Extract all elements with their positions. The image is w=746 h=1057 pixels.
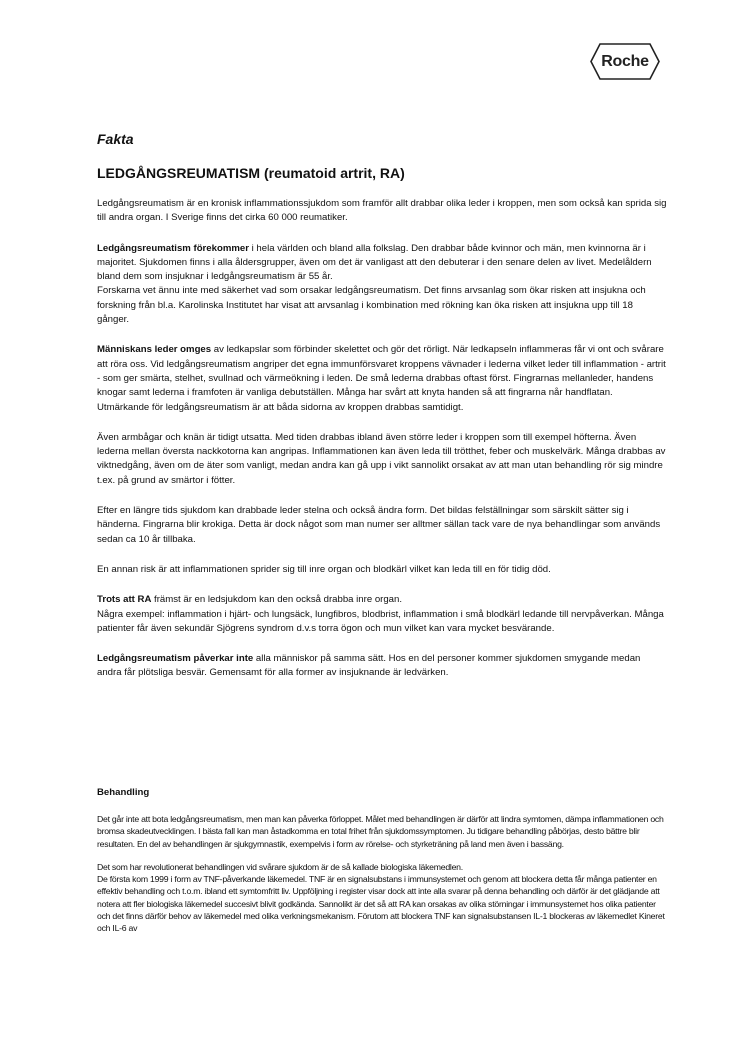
paragraph: En annan risk är att inflammationen sprider sig till inre organ och blodkärl vilket kan leda till en för tidig död. <box>97 563 551 575</box>
paragraph: Det går inte att bota ledgångsreumatism, men man kan påverka förloppet. Målet med behandlingen är därför att lindra symtomen, dämpa inflammationen och bromsa skadeutvecklingen. I bästa fall kan man åstadkomma en total frihet från sjukdomssymptomen. Ju tidigare behandling påbörjas, desto bättre blir resultaten. En del av behandlingen är sjukgymnastik, exempelvis i form av rörelse- och styrketräning på land men även i bassäng. <box>97 814 664 849</box>
paragraph-lead: Människans leder omges <box>97 344 212 356</box>
paragraph: Människans leder omges av ledkapslar som förbinder skelettet och gör det rörligt. När ledkapseln inflammeras får vi ont och svårare att röra oss. Vid ledgångsreumatism angriper det egna immunförsvaret kroppens vävnader i lederna vilket leder till inflammation - artrit - som ger smärta, stelhet, svullnad och värmeökning i leden. De små lederna drabbas oftast först. Fingrarnas mellanleder, handens knogar samt lederna i framfoten är vanliga debutställen. Många har svårt att knyta handen så att fingrarna når handflatan. Utmärkande för ledgångsreumatism är att båda sidorna av kroppen drabbas samtidigt. <box>97 344 666 413</box>
paragraph: Trots att RA främst är en ledsjukdom kan den också drabba inre organ. Några exempel: inflammation i hjärt- och lungsäck, lungfibros, blodbrist, inflammation i små blodkärl ledande till nervpåverkan. Många patienter får även sekundär Sjögrens syndrom d.v.s torra ögon och mun vilket kan vara mycket besvärande. <box>97 594 664 634</box>
paragraph: Efter en längre tids sjukdom kan drabbade leder stelna och också ändra form. Det bildas felställningar som särskilt sätter sig i händerna. Fingrarna blir krokiga. Detta är dock något som man numer ser alltmer sällan tack vare de nya behandlingar som används sedan ca 10 år tillbaka. <box>97 505 661 545</box>
paragraph: Det som har revolutionerat behandlingen vid svårare sjukdom är de så kallade biologiska läkemedlen. De första kom 1999 i form av TNF-påverkande läkemedel. TNF är en signalsubstans i immunsystemet och genom att blockera detta får många patienter en effektiv behandling och t.o.m. ibland ett symtomfritt liv. Uppföljning i register visar dock att inte alla svarar på denna behandling och därför är det glädjande att notera att fler biologiska läkemedel succesivt blivit godkända. Sannolikt är det så att RA kan orsakas av olika störningar i immunsystemet hos olika patienter och det finns därför behov av läkemedel med olika verkningsmekanism. Förutom att blockera TNF kan signalsubstansen IL-1 blockeras av läkemedlet Kineret och IL-6 av <box>97 861 665 934</box>
paragraph: Även armbågar och knän är tidigt utsatta. Med tiden drabbas ibland även större leder i kroppen som till exempel höfterna. Även lederna mellan översta nackkotorna kan angripas. Inflammationen kan även leda till trötthet, feber och muskelvärk. Många drabbas av viktnedgång, även om de äter som vanligt, medan andra kan gå upp i vikt sannolikt orsakat av att man utan behandling rör sig mindre t.ex. på grund av smärtor i fötter. <box>97 431 666 486</box>
roche-logo-text: Roche <box>601 52 649 70</box>
paragraph: Ledgångsreumatism påverkar inte alla människor på samma sätt. Hos en del personer kommer sjukdomen smygande medan andra får plötsliga besvär. Gemensamt för alla former av insjuknande är ledvärken. <box>97 653 641 679</box>
paragraph: Ledgångsreumatism förekommer i hela världen och bland alla folkslag. Den drabbar både kvinnor och män, men kvinnorna är i majoritet. Sjukdomen finns i alla åldersgrupper, även om det är vanligast att den debuterar i den senare delen av livet. Medelåldern bland dem som insjuknar i ledgångsreumatism är 55 år. Forskarna vet ännu inte med säkerhet vad som orsakar ledgångsreumatism. Det finns arvsanlag som ökar risken att insjukna och forskning från bl.a. Karolinska Institutet har visat att arvsanlag i kombination med rökning kan öka risken att insjukna upp till 18 gånger. <box>97 242 652 326</box>
section-title: Behandling <box>97 787 150 798</box>
kicker: Fakta <box>97 131 134 147</box>
roche-logo <box>590 43 660 80</box>
paragraph-lead: Trots att RA <box>97 594 152 606</box>
intro-section <box>97 197 667 697</box>
paragraph-lead: Ledgångsreumatism förekommer <box>97 242 249 254</box>
paragraph-lead: Ledgångsreumatism påverkar inte <box>97 653 254 665</box>
paragraph: Ledgångsreumatism är en kronisk inflammationssjukdom som framför allt drabbar olika leder i kroppen, men som också kan sprida sig till andra organ. I Sverige finns det cirka 60 000 reumatiker. <box>97 198 667 224</box>
page-title: LEDGÅNGSREUMATISM (reumatoid artrit, RA) <box>97 165 405 181</box>
behandling-section <box>97 813 667 946</box>
